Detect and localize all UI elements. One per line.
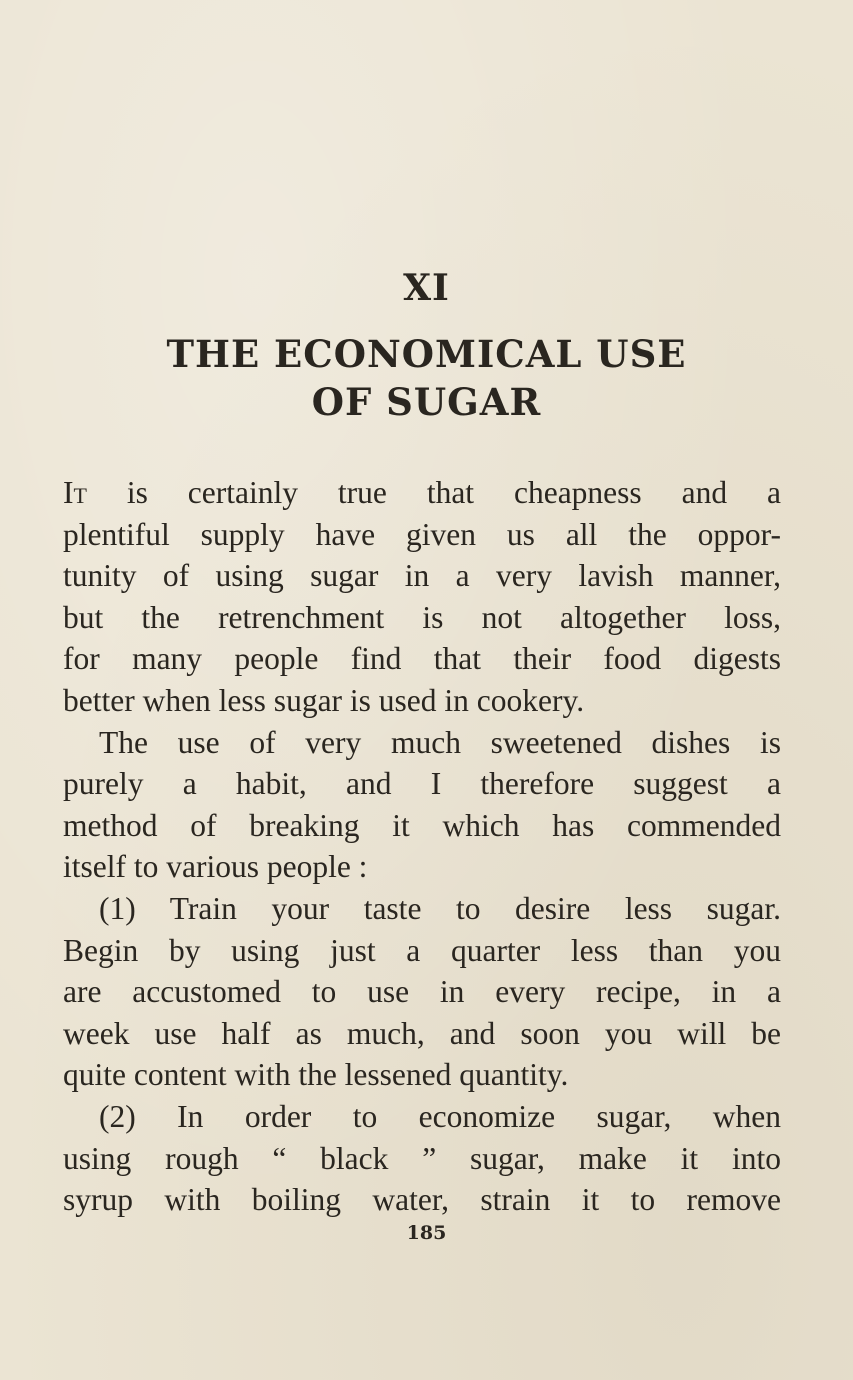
text-line-15: quite content with the lessened quantity.: [63, 1057, 569, 1093]
chapter-title-line-2: OF SUGAR: [311, 380, 542, 424]
text-line-18: syrup with boiling water, strain it to remove: [63, 1182, 781, 1218]
chapter-number: XI: [403, 267, 450, 309]
text-line-11: (1) Train your taste to desire less sugar.: [99, 890, 781, 926]
text-line-12: Begin by using just a quarter less than you: [63, 932, 781, 968]
page-number: 185: [406, 1222, 447, 1244]
text-line-2: plentiful supply have given us all the oppor-: [63, 516, 781, 552]
text-line-3: tunity of using sugar in a very lavish manner,: [63, 558, 781, 594]
text-line-13: are accustomed to use in every recipe, in a: [63, 974, 781, 1010]
text-line-5: for many people find that their food digests: [63, 641, 781, 677]
text-line-1-rest: is certainly true that cheapness and a: [86, 475, 781, 510]
text-line-10: itself to various people :: [63, 849, 368, 885]
text-line-6: better when less sugar is used in cookery.: [63, 682, 585, 718]
chapter-title: [0, 330, 853, 426]
text-line-4: but the retrenchment is not altogether loss,: [63, 599, 781, 635]
chapter-title-line-1: THE ECONOMICAL USE: [166, 332, 687, 376]
text-line-16: (2) In order to economize sugar, when: [99, 1098, 781, 1134]
text-line-14: week use half as much, and soon you will be: [63, 1015, 781, 1051]
body-text: [63, 472, 781, 1221]
text-line-7: The use of very much sweetened dishes is: [99, 724, 781, 760]
text-line-17: using rough “ black ” sugar, make it into: [63, 1140, 781, 1176]
text-line-8: purely a habit, and I therefore suggest a: [63, 766, 781, 802]
text-line-9: method of breaking it which has commended: [63, 807, 781, 843]
drop-word: It: [63, 475, 87, 510]
text-line-1: [63, 472, 781, 514]
